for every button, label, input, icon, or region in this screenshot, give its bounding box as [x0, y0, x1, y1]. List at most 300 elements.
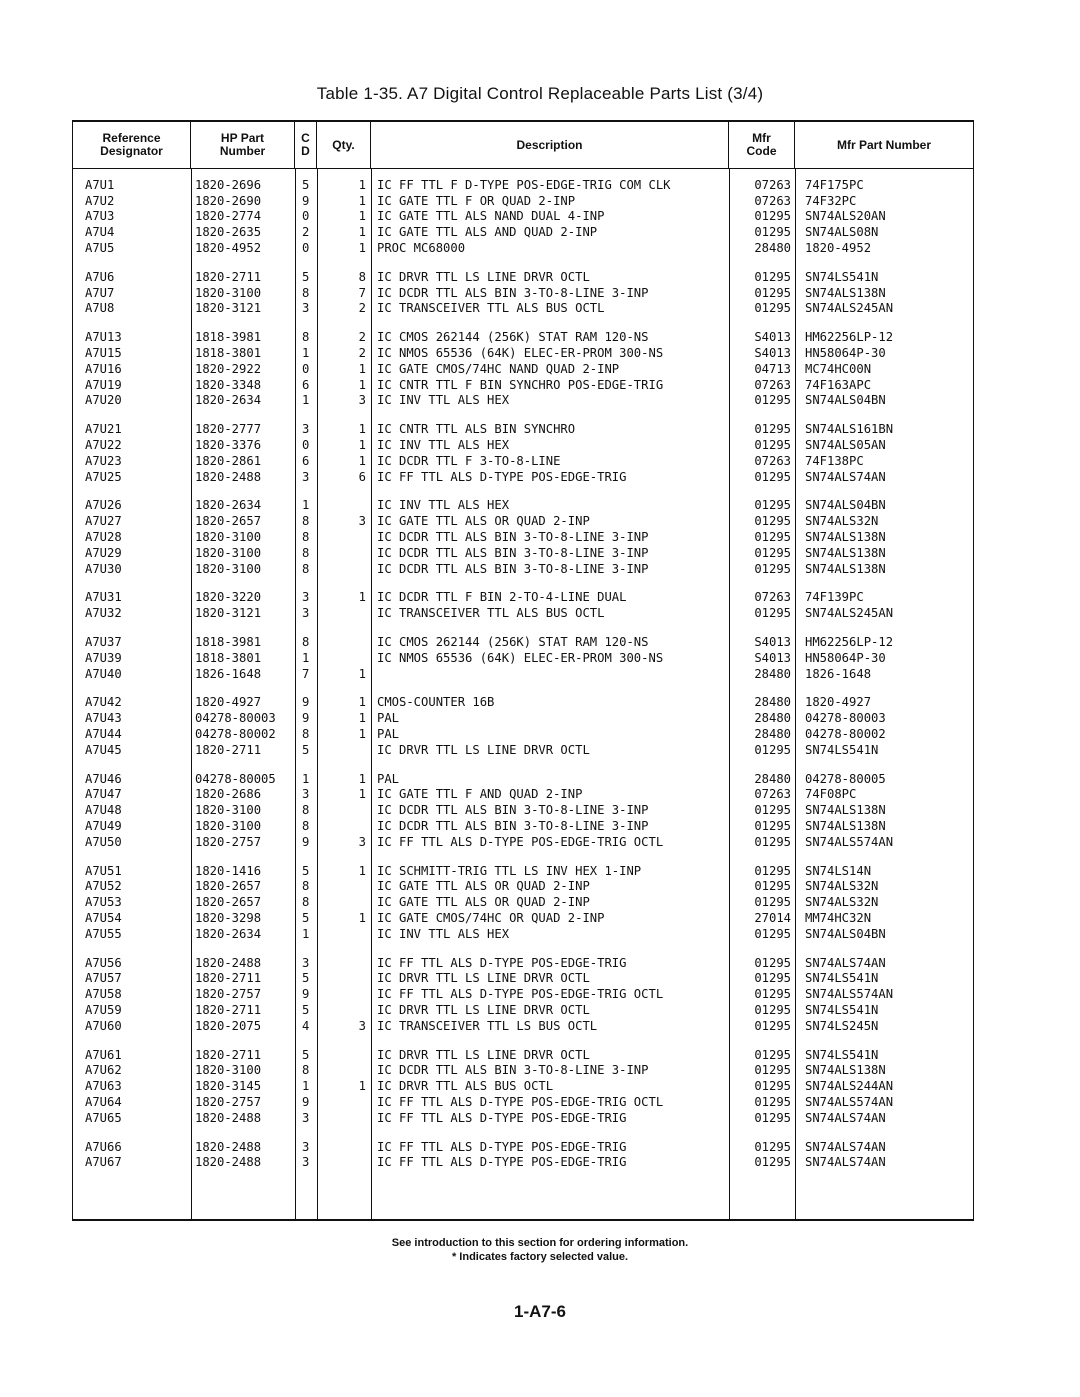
hp-part-number-cell: 1820-2488 — [195, 469, 262, 484]
check-digit-cell: 3 — [302, 955, 310, 970]
mfr-code-cell: S4013 — [754, 650, 791, 665]
hp-part-number-cell: 1820-2922 — [195, 361, 262, 376]
check-digit-cell: 0 — [302, 241, 310, 256]
description-cell: IC DCDR TTL ALS BIN 3-TO-8-LINE 3-INP — [377, 530, 649, 545]
description-cell: IC DRVR TTL LS LINE DRVR OCTL — [377, 269, 590, 284]
description-cell: IC FF TTL ALS D-TYPE POS-EDGE-TRIG OCTL — [377, 1094, 664, 1109]
check-digit-cell: 6 — [302, 377, 310, 392]
reference-designator-cell: A7U29 — [85, 545, 122, 560]
description-cell: IC DCDR TTL ALS BIN 3-TO-8-LINE 3-INP — [377, 561, 649, 576]
mfr-code-cell: 01295 — [754, 269, 791, 284]
description-cell: IC DCDR TTL ALS BIN 3-TO-8-LINE 3-INP — [377, 803, 649, 818]
row-group — [73, 329, 973, 408]
mfr-part-number-cell: 74F139PC — [805, 590, 864, 605]
table-row — [73, 469, 973, 485]
row-group — [73, 269, 973, 316]
header-qty: Qty. — [317, 122, 371, 168]
mfr-code-cell: 01295 — [754, 895, 791, 910]
quantity-cell: 3 — [358, 514, 366, 529]
table-row — [73, 910, 973, 926]
mfr-part-number-cell: 74F08PC — [805, 787, 857, 802]
reference-designator-cell: A7U47 — [85, 787, 122, 802]
check-digit-cell: 1 — [302, 346, 310, 361]
hp-part-number-cell: 1820-2711 — [195, 742, 262, 757]
description-cell: IC INV TTL ALS HEX — [377, 438, 510, 453]
hp-part-number-cell: 1820-2657 — [195, 879, 262, 894]
check-digit-cell: 8 — [302, 561, 310, 576]
description-cell: IC CNTR TTL ALS BIN SYNCHRO — [377, 422, 576, 437]
mfr-part-number-cell: HN58064P-30 — [805, 346, 886, 361]
mfr-part-number-cell: SN74ALS32N — [805, 895, 879, 910]
table-row — [73, 224, 973, 240]
description-cell: IC TRANSCEIVER TTL ALS BUS OCTL — [377, 301, 605, 316]
table-row — [73, 1110, 973, 1126]
mfr-part-number-cell: 74F138PC — [805, 453, 864, 468]
hp-part-number-cell: 1820-2657 — [195, 895, 262, 910]
mfr-code-cell: 07263 — [754, 453, 791, 468]
table-row — [73, 377, 973, 393]
mfr-code-cell: 01295 — [754, 606, 791, 621]
check-digit-cell: 3 — [302, 1110, 310, 1125]
hp-part-number-cell: 1820-4927 — [195, 695, 262, 710]
reference-designator-cell: A7U30 — [85, 561, 122, 576]
table-row — [73, 513, 973, 529]
description-cell: IC CMOS 262144 (256K) STAT RAM 120-NS — [377, 635, 649, 650]
description-cell: IC FF TTL ALS D-TYPE POS-EDGE-TRIG — [377, 1139, 627, 1154]
description-cell: IC DRVR TTL LS LINE DRVR OCTL — [377, 1002, 590, 1017]
mfr-part-number-cell: SN74ALS32N — [805, 514, 879, 529]
reference-designator-cell: A7U65 — [85, 1110, 122, 1125]
table-row — [73, 561, 973, 577]
reference-designator-cell: A7U42 — [85, 695, 122, 710]
mfr-part-number-cell: 04278-80003 — [805, 711, 886, 726]
mfr-code-cell: 04713 — [754, 361, 791, 376]
table-row — [73, 1094, 973, 1110]
table-row — [73, 955, 973, 971]
reference-designator-cell: A7U43 — [85, 711, 122, 726]
mfr-part-number-cell: SN74ALS32N — [805, 879, 879, 894]
quantity-cell: 1 — [358, 209, 366, 224]
mfr-code-cell: 01295 — [754, 1079, 791, 1094]
check-digit-cell: 5 — [302, 269, 310, 284]
mfr-code-cell: 01295 — [754, 530, 791, 545]
hp-part-number-cell: 1820-3121 — [195, 606, 262, 621]
table-row — [73, 710, 973, 726]
quantity-cell: 1 — [358, 910, 366, 925]
hp-part-number-cell: 1820-2711 — [195, 971, 262, 986]
table-row — [73, 421, 973, 437]
hp-part-number-cell: 1820-2634 — [195, 926, 262, 941]
table-row — [73, 529, 973, 545]
table-row — [73, 878, 973, 894]
check-digit-cell: 3 — [302, 787, 310, 802]
hp-part-number-cell: 1820-2711 — [195, 1002, 262, 1017]
mfr-part-number-cell: SN74ALS74AN — [805, 1110, 886, 1125]
reference-designator-cell: A7U3 — [85, 209, 115, 224]
table-row — [73, 970, 973, 986]
reference-designator-cell: A7U67 — [85, 1155, 122, 1170]
hp-part-number-cell: 1820-2711 — [195, 269, 262, 284]
mfr-part-number-cell: 74F32PC — [805, 193, 857, 208]
description-cell: IC DCDR TTL ALS BIN 3-TO-8-LINE 3-INP — [377, 545, 649, 560]
reference-designator-cell: A7U62 — [85, 1063, 122, 1078]
mfr-code-cell: 01295 — [754, 1139, 791, 1154]
reference-designator-cell: A7U13 — [85, 330, 122, 345]
hp-part-number-cell: 1820-3100 — [195, 1063, 262, 1078]
table-row — [73, 301, 973, 317]
footnote-ordering: See introduction to this section for ordering information. — [391, 1237, 689, 1249]
quantity-cell: 1 — [358, 438, 366, 453]
mfr-code-cell: 01295 — [754, 742, 791, 757]
check-digit-cell: 8 — [302, 530, 310, 545]
reference-designator-cell: A7U64 — [85, 1094, 122, 1109]
hp-part-number-cell: 1818-3981 — [195, 330, 262, 345]
description-cell: IC DCDR TTL ALS BIN 3-TO-8-LINE 3-INP — [377, 285, 649, 300]
check-digit-cell: 8 — [302, 895, 310, 910]
check-digit-cell: 3 — [302, 590, 310, 605]
mfr-code-cell: 01295 — [754, 393, 791, 408]
hp-part-number-cell: 1818-3801 — [195, 346, 262, 361]
description-cell: IC GATE TTL ALS AND QUAD 2-INP — [377, 225, 598, 240]
mfr-code-cell: 01295 — [754, 1047, 791, 1062]
check-digit-cell: 8 — [302, 330, 310, 345]
hp-part-number-cell: 1820-3220 — [195, 590, 262, 605]
table-row — [73, 605, 973, 621]
quantity-cell: 3 — [358, 834, 366, 849]
hp-part-number-cell: 1820-2690 — [195, 193, 262, 208]
hp-part-number-cell: 1820-3100 — [195, 561, 262, 576]
description-cell: IC FF TTL ALS D-TYPE POS-EDGE-TRIG OCTL — [377, 834, 664, 849]
table-row — [73, 650, 973, 666]
mfr-code-cell: 01295 — [754, 514, 791, 529]
hp-part-number-cell: 1820-2686 — [195, 787, 262, 802]
reference-designator-cell: A7U23 — [85, 453, 122, 468]
hp-part-number-cell: 1820-3348 — [195, 377, 262, 392]
mfr-code-cell: 07263 — [754, 787, 791, 802]
table-row — [73, 787, 973, 803]
description-cell: IC FF TTL ALS D-TYPE POS-EDGE-TRIG — [377, 955, 627, 970]
mfr-part-number-cell: SN74ALS574AN — [805, 834, 894, 849]
mfr-code-cell: 01295 — [754, 1002, 791, 1017]
mfr-code-cell: 01295 — [754, 422, 791, 437]
check-digit-cell: 2 — [302, 225, 310, 240]
reference-designator-cell: A7U54 — [85, 910, 122, 925]
reference-designator-cell: A7U48 — [85, 803, 122, 818]
mfr-part-number-cell: SN74ALS05AN — [805, 438, 886, 453]
mfr-code-cell: 01295 — [754, 209, 791, 224]
reference-designator-cell: A7U45 — [85, 742, 122, 757]
mfr-code-cell: 01295 — [754, 803, 791, 818]
table-title: Table 1-35. A7 Digital Control Replaceable Parts List (3/4) — [316, 84, 764, 103]
reference-designator-cell: A7U5 — [85, 241, 115, 256]
check-digit-cell: 8 — [302, 1063, 310, 1078]
table-row — [73, 498, 973, 514]
hp-part-number-cell: 1820-3100 — [195, 545, 262, 560]
mfr-code-cell: 01295 — [754, 926, 791, 941]
table-row — [73, 986, 973, 1002]
mfr-code-cell: S4013 — [754, 330, 791, 345]
table-row — [73, 590, 973, 606]
table-row — [73, 1078, 973, 1094]
reference-designator-cell: A7U57 — [85, 971, 122, 986]
hp-part-number-cell: 1820-2861 — [195, 453, 262, 468]
table-row — [73, 209, 973, 225]
hp-part-number-cell: 1820-2488 — [195, 1139, 262, 1154]
hp-part-number-cell: 1820-3100 — [195, 530, 262, 545]
table-row — [73, 345, 973, 361]
mfr-part-number-cell: SN74LS245N — [805, 1018, 879, 1033]
mfr-code-cell: 01295 — [754, 879, 791, 894]
description-cell: IC DRVR TTL LS LINE DRVR OCTL — [377, 742, 590, 757]
quantity-cell: 1 — [358, 787, 366, 802]
reference-designator-cell: A7U46 — [85, 771, 122, 786]
reference-designator-cell: A7U20 — [85, 393, 122, 408]
reference-designator-cell: A7U31 — [85, 590, 122, 605]
description-cell: IC INV TTL ALS HEX — [377, 498, 510, 513]
mfr-part-number-cell: SN74ALS74AN — [805, 1155, 886, 1170]
mfr-part-number-cell: 74F163APC — [805, 377, 872, 392]
mfr-part-number-cell: SN74ALS244AN — [805, 1079, 894, 1094]
quantity-cell: 1 — [358, 361, 366, 376]
description-cell: IC INV TTL ALS HEX — [377, 393, 510, 408]
table-row — [73, 1018, 973, 1034]
header-hp-part-number: HP Part Number — [191, 122, 295, 168]
description-cell: IC FF TTL ALS D-TYPE POS-EDGE-TRIG — [377, 1110, 627, 1125]
table-body — [73, 169, 973, 1219]
mfr-part-number-cell: SN74LS14N — [805, 863, 872, 878]
mfr-code-cell: 01295 — [754, 545, 791, 560]
table-row — [73, 666, 973, 682]
reference-designator-cell: A7U28 — [85, 530, 122, 545]
quantity-cell: 1 — [358, 771, 366, 786]
mfr-part-number-cell: SN74ALS04BN — [805, 926, 886, 941]
reference-designator-cell: A7U60 — [85, 1018, 122, 1033]
check-digit-cell: 1 — [302, 393, 310, 408]
hp-part-number-cell: 1818-3981 — [195, 635, 262, 650]
mfr-part-number-cell: 1820-4952 — [805, 241, 872, 256]
hp-part-number-cell: 04278-80003 — [195, 711, 276, 726]
mfr-code-cell: 01295 — [754, 1110, 791, 1125]
description-cell: PROC MC68000 — [377, 241, 466, 256]
mfr-code-cell: 01295 — [754, 225, 791, 240]
check-digit-cell: 8 — [302, 803, 310, 818]
reference-designator-cell: A7U51 — [85, 863, 122, 878]
mfr-part-number-cell: SN74ALS74AN — [805, 1139, 886, 1154]
quantity-cell: 6 — [358, 469, 366, 484]
mfr-code-cell: 27014 — [754, 910, 791, 925]
hp-part-number-cell: 1820-3145 — [195, 1079, 262, 1094]
reference-designator-cell: A7U39 — [85, 650, 122, 665]
check-digit-cell: 5 — [302, 971, 310, 986]
mfr-code-cell: 01295 — [754, 469, 791, 484]
reference-designator-cell: A7U8 — [85, 301, 115, 316]
hp-part-number-cell: 1820-2634 — [195, 393, 262, 408]
table-row — [73, 393, 973, 409]
table-row — [73, 926, 973, 942]
mfr-code-cell: 28480 — [754, 711, 791, 726]
check-digit-cell: 5 — [302, 1047, 310, 1062]
hp-part-number-cell: 04278-80005 — [195, 771, 276, 786]
row-group — [73, 955, 973, 1034]
description-cell: IC TRANSCEIVER TTL LS BUS OCTL — [377, 1018, 598, 1033]
reference-designator-cell: A7U22 — [85, 438, 122, 453]
table-row — [73, 1154, 973, 1170]
footnote — [0, 1236, 1080, 1264]
mfr-part-number-cell: SN74ALS138N — [805, 545, 886, 560]
mfr-part-number-cell: MC74HC00N — [805, 361, 872, 376]
mfr-part-number-cell: SN74ALS574AN — [805, 1094, 894, 1109]
hp-part-number-cell: 1820-2757 — [195, 1094, 262, 1109]
description-cell: IC DCDR TTL F BIN 2-TO-4-LINE DUAL — [377, 590, 627, 605]
mfr-part-number-cell: SN74ALS04BN — [805, 393, 886, 408]
table-row — [73, 834, 973, 850]
reference-designator-cell: A7U40 — [85, 666, 122, 681]
reference-designator-cell: A7U16 — [85, 361, 122, 376]
check-digit-cell: 5 — [302, 863, 310, 878]
check-digit-cell: 8 — [302, 635, 310, 650]
mfr-code-cell: 01295 — [754, 863, 791, 878]
mfr-code-cell: 01295 — [754, 1063, 791, 1078]
check-digit-cell: 9 — [302, 695, 310, 710]
mfr-code-cell: 28480 — [754, 695, 791, 710]
hp-part-number-cell: 1820-3121 — [195, 301, 262, 316]
quantity-cell: 1 — [358, 711, 366, 726]
description-cell: IC GATE TTL ALS OR QUAD 2-INP — [377, 514, 590, 529]
check-digit-cell: 8 — [302, 818, 310, 833]
description-cell: IC DRVR TTL LS LINE DRVR OCTL — [377, 1047, 590, 1062]
mfr-code-cell: 01295 — [754, 834, 791, 849]
table-row — [73, 1139, 973, 1155]
mfr-part-number-cell: SN74LS541N — [805, 971, 879, 986]
hp-part-number-cell: 1820-2711 — [195, 1047, 262, 1062]
mfr-code-cell: 01295 — [754, 818, 791, 833]
check-digit-cell: 5 — [302, 910, 310, 925]
hp-part-number-cell: 1820-4952 — [195, 241, 262, 256]
hp-part-number-cell: 1820-2657 — [195, 514, 262, 529]
reference-designator-cell: A7U1 — [85, 177, 115, 192]
check-digit-cell: 1 — [302, 650, 310, 665]
description-cell: IC FF TTL ALS D-TYPE POS-EDGE-TRIG — [377, 469, 627, 484]
check-digit-cell: 8 — [302, 727, 310, 741]
check-digit-cell: 9 — [302, 193, 310, 208]
mfr-part-number-cell: 04278-80005 — [805, 771, 886, 786]
reference-designator-cell: A7U66 — [85, 1139, 122, 1154]
table-row — [73, 863, 973, 879]
reference-designator-cell: A7U61 — [85, 1047, 122, 1062]
table-row — [73, 177, 973, 193]
quantity-cell: 3 — [358, 393, 366, 408]
reference-designator-cell: A7U63 — [85, 1079, 122, 1094]
quantity-cell: 2 — [358, 301, 366, 316]
reference-designator-cell: A7U27 — [85, 514, 122, 529]
mfr-code-cell: 28480 — [754, 771, 791, 786]
check-digit-cell: 9 — [302, 1094, 310, 1109]
quantity-cell: 1 — [358, 193, 366, 208]
description-cell: PAL — [377, 727, 400, 741]
check-digit-cell: 1 — [302, 771, 310, 786]
description-cell: IC DCDR TTL F 3-TO-8-LINE — [377, 453, 561, 468]
hp-part-number-cell: 1820-2757 — [195, 834, 262, 849]
mfr-part-number-cell: HM62256LP-12 — [805, 635, 894, 650]
mfr-part-number-cell: SN74ALS138N — [805, 561, 886, 576]
quantity-cell: 1 — [358, 422, 366, 437]
mfr-code-cell: 07263 — [754, 377, 791, 392]
check-digit-cell: 8 — [302, 514, 310, 529]
check-digit-cell: 3 — [302, 422, 310, 437]
table-row — [73, 802, 973, 818]
hp-part-number-cell: 1820-2075 — [195, 1018, 262, 1033]
mfr-part-number-cell: SN74ALS74AN — [805, 955, 886, 970]
description-cell: IC DCDR TTL ALS BIN 3-TO-8-LINE 3-INP — [377, 1063, 649, 1078]
header-description: Description — [371, 122, 729, 168]
quantity-cell: 2 — [358, 346, 366, 361]
description-cell: IC GATE TTL ALS OR QUAD 2-INP — [377, 879, 590, 894]
quantity-cell: 1 — [358, 863, 366, 878]
hp-part-number-cell: 1820-3100 — [195, 285, 262, 300]
description-cell: IC DRVR TTL LS LINE DRVR OCTL — [377, 971, 590, 986]
mfr-code-cell: 01295 — [754, 498, 791, 513]
header-reference-designator: Reference Designator — [73, 122, 191, 168]
quantity-cell: 1 — [358, 590, 366, 605]
hp-part-number-cell: 1820-1416 — [195, 863, 262, 878]
check-digit-cell: 7 — [302, 666, 310, 681]
mfr-code-cell: 01295 — [754, 438, 791, 453]
description-cell: IC DCDR TTL ALS BIN 3-TO-8-LINE 3-INP — [377, 818, 649, 833]
quantity-cell: 2 — [358, 330, 366, 345]
mfr-code-cell: 01295 — [754, 301, 791, 316]
mfr-code-cell: 01295 — [754, 987, 791, 1002]
reference-designator-cell: A7U15 — [85, 346, 122, 361]
hp-part-number-cell: 1820-2488 — [195, 1155, 262, 1170]
mfr-code-cell: 01295 — [754, 285, 791, 300]
check-digit-cell: 0 — [302, 209, 310, 224]
hp-part-number-cell: 1820-2488 — [195, 955, 262, 970]
table-row — [73, 269, 973, 285]
mfr-part-number-cell: SN74ALS08N — [805, 225, 879, 240]
reference-designator-cell: A7U56 — [85, 955, 122, 970]
table-row — [73, 361, 973, 377]
table-row — [73, 818, 973, 834]
description-cell: IC NMOS 65536 (64K) ELEC-ER-PROM 300-NS — [377, 346, 664, 361]
parts-table — [72, 120, 974, 1221]
table-row — [73, 453, 973, 469]
reference-designator-cell: A7U4 — [85, 225, 115, 240]
quantity-cell: 1 — [358, 1079, 366, 1094]
mfr-part-number-cell: 04278-80002 — [805, 727, 886, 741]
mfr-code-cell: 07263 — [754, 177, 791, 192]
table-row — [73, 771, 973, 787]
mfr-code-cell: 01295 — [754, 1018, 791, 1033]
check-digit-cell: 1 — [302, 926, 310, 941]
mfr-code-cell: 07263 — [754, 193, 791, 208]
table-row — [73, 726, 973, 742]
hp-part-number-cell: 1820-2696 — [195, 177, 262, 192]
reference-designator-cell: A7U6 — [85, 269, 115, 284]
check-digit-cell: 6 — [302, 453, 310, 468]
mfr-code-cell: S4013 — [754, 346, 791, 361]
mfr-part-number-cell: SN74ALS138N — [805, 1063, 886, 1078]
description-cell: IC GATE TTL F AND QUAD 2-INP — [377, 787, 583, 802]
quantity-cell: 8 — [358, 269, 366, 284]
check-digit-cell: 0 — [302, 438, 310, 453]
row-group — [73, 863, 973, 942]
footnote-factory-selected: * Indicates factory selected value. — [451, 1251, 629, 1263]
reference-designator-cell: A7U55 — [85, 926, 122, 941]
description-cell: CMOS-COUNTER 16B — [377, 695, 495, 710]
mfr-part-number-cell: 1820-4927 — [805, 695, 872, 710]
reference-designator-cell: A7U52 — [85, 879, 122, 894]
quantity-cell: 1 — [358, 727, 366, 741]
